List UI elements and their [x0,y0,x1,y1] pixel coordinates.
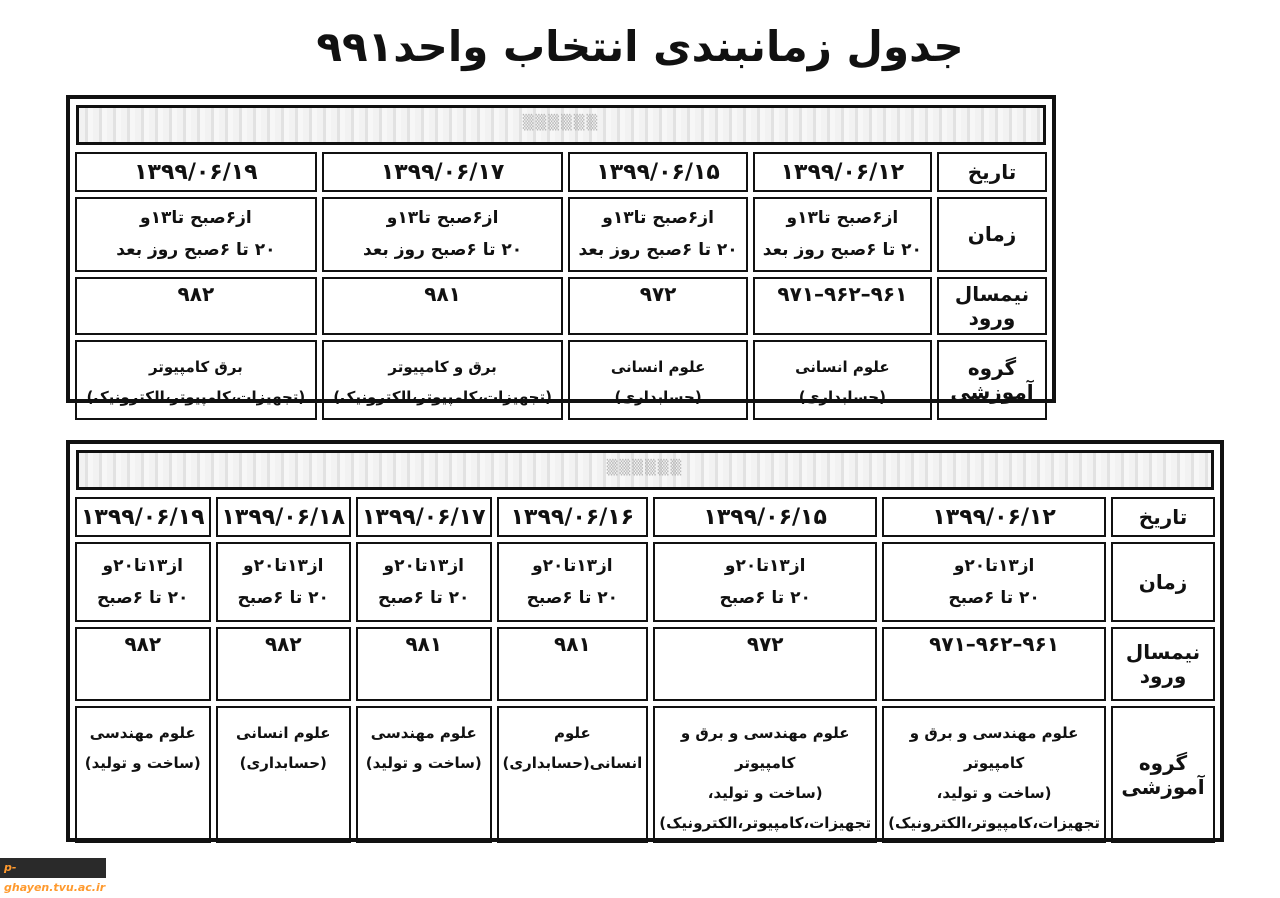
row-label-date: تاریخ [937,152,1047,192]
page-title: جدول زمانبندی انتخاب واحد۹۹۱ [316,22,964,71]
group-cell: علوم انسانی (حسابداری) [216,706,352,843]
entry-cell: ۹۸۲ [75,277,317,335]
row-label-entry: نیمسال ورود [937,277,1047,335]
row-label-group: گروه آموزشی [1111,706,1215,843]
time-cell: از۶صبح تا۱۳و ۲۰ تا ۶صبح روز بعد [568,197,747,272]
time-cell: از۶صبح تا۱۳و ۲۰ تا ۶صبح روز بعد [75,197,317,272]
date-cell: ۱۳۹۹/۰۶/۱۶ [497,497,649,537]
entry-cell: ۹۷۲ [568,277,747,335]
time-cell: از۶صبح تا۱۳و ۲۰ تا ۶صبح روز بعد [753,197,932,272]
group-cell: برق کامپیوتر (تجهیزات،کامپیوتر،الکترونیک) [75,340,317,420]
group-cell: برق و کامپیوتر (تجهیزات،کامپیوتر،الکترونیک) [322,340,564,420]
date-cell: ۱۳۹۹/۰۶/۱۵ [568,152,747,192]
entry-cell: ۹۸۲ [75,627,211,701]
time-cell: از۱۳تا۲۰و ۲۰ تا ۶صبح [653,542,877,622]
time-cell: از۱۳تا۲۰و ۲۰ تا ۶صبح [882,542,1106,622]
date-cell: ۱۳۹۹/۰۶/۱۸ [216,497,352,537]
schedule-table-2 [66,440,1224,842]
row-label-time: زمان [1111,542,1215,622]
row-label-entry: نیمسال ورود [1111,627,1215,701]
row-label-time: زمان [937,197,1047,272]
entry-cell: ۹۸۲ [216,627,352,701]
row-label-date: تاریخ [1111,497,1215,537]
time-cell: از۱۳تا۲۰و ۲۰ تا ۶صبح [216,542,352,622]
entry-cell: ۹۷۲ [653,627,877,701]
entry-cell: ۹۸۱ [497,627,649,701]
group-cell: علوم مهندسی (ساخت و تولید) [75,706,211,843]
group-cell: علوم مهندسی (ساخت و تولید) [356,706,492,843]
date-cell: ۱۳۹۹/۰۶/۱۲ [882,497,1106,537]
time-cell: از۱۳تا۲۰و ۲۰ تا ۶صبح [497,542,649,622]
entry-cell: ۹۶۱–۹۶۲–۹۷۱ [753,277,932,335]
time-cell: از۶صبح تا۱۳و ۲۰ تا ۶صبح روز بعد [322,197,564,272]
group-cell: علوم مهندسی و برق و کامپیوتر (ساخت و تولید، تجهیزات،کامپیوتر،الکترونیک) [882,706,1106,843]
site-watermark[interactable]: p-ghayen.tvu.ac.ir [0,858,106,878]
table-banner: ▒▒▒▒▒▒ [76,450,1214,490]
entry-cell: ۹۸۱ [322,277,564,335]
entry-cell: ۹۸۱ [356,627,492,701]
date-cell: ۱۳۹۹/۰۶/۱۷ [356,497,492,537]
group-cell: علوم انسانی (حسابداری) [753,340,932,420]
date-cell: ۱۳۹۹/۰۶/۱۲ [753,152,932,192]
date-cell: ۱۳۹۹/۰۶/۱۷ [322,152,564,192]
row-label-group: گروه آموزشی [937,340,1047,420]
date-cell: ۱۳۹۹/۰۶/۱۹ [75,497,211,537]
time-cell: از۱۳تا۲۰و ۲۰ تا ۶صبح [75,542,211,622]
table-banner: ▒▒▒▒▒▒ [76,105,1046,145]
time-cell: از۱۳تا۲۰و ۲۰ تا ۶صبح [356,542,492,622]
group-cell: علوم انسانی (حسابداری) [568,340,747,420]
date-cell: ۱۳۹۹/۰۶/۱۵ [653,497,877,537]
entry-cell: ۹۶۱–۹۶۲–۹۷۱ [882,627,1106,701]
schedule-table-1 [66,95,1056,406]
group-cell: علوم انسانی(حسابداری) [497,706,649,843]
group-cell: علوم مهندسی و برق و کامپیوتر (ساخت و تولید، تجهیزات،کامپیوتر،الکترونیک) [653,706,877,843]
date-cell: ۱۳۹۹/۰۶/۱۹ [75,152,317,192]
